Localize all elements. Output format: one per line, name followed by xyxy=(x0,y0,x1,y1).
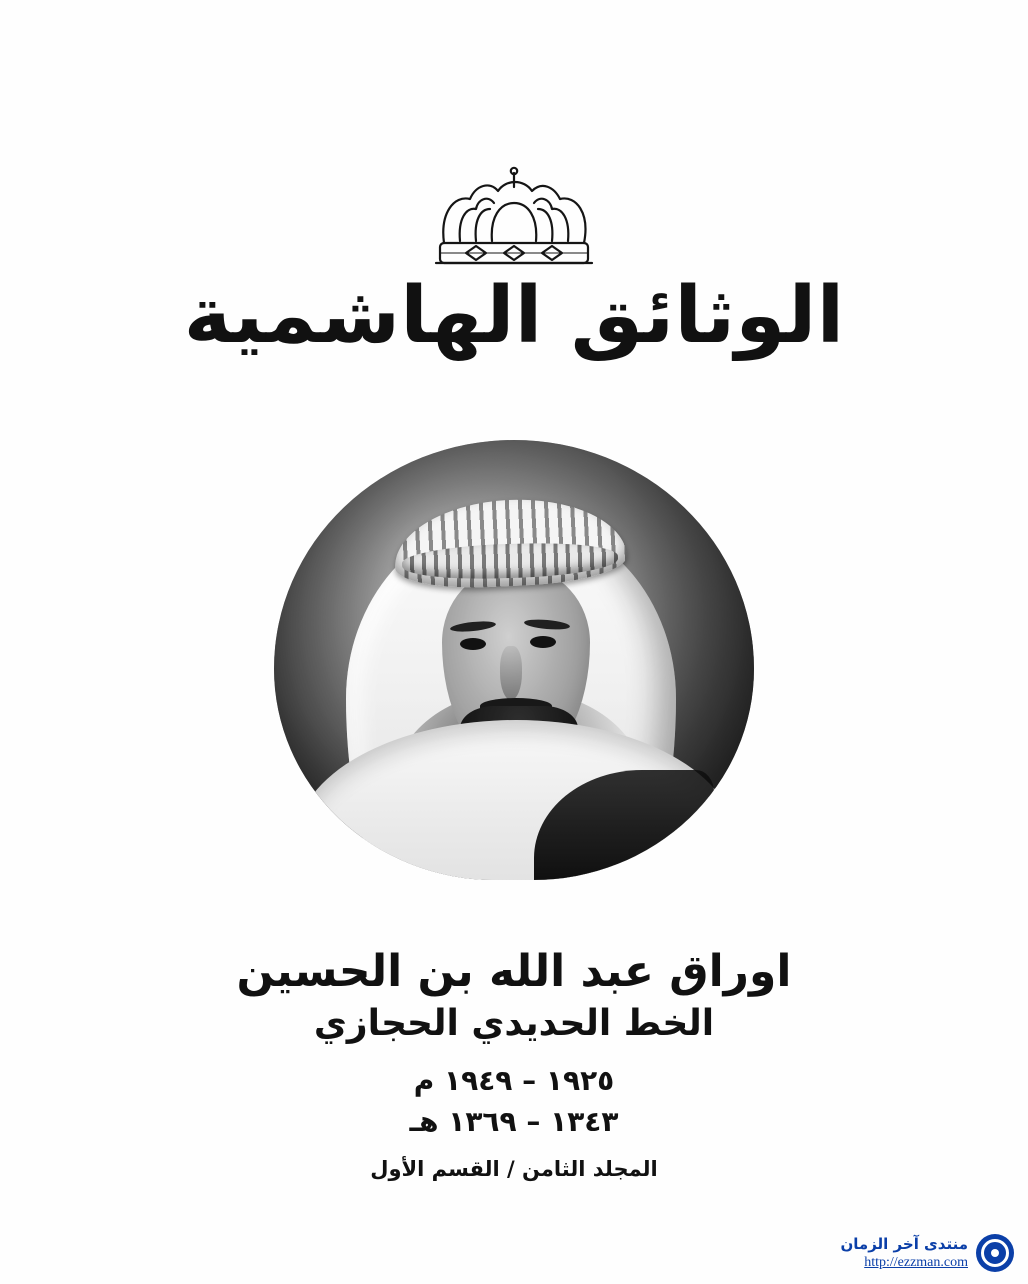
page-title: الوثائق الهاشمية xyxy=(183,271,845,361)
main-title-block xyxy=(0,272,1028,362)
eye-left xyxy=(460,638,486,650)
nose-shape xyxy=(500,646,522,700)
site-watermark[interactable] xyxy=(841,1234,1015,1272)
watermark-url[interactable]: http://ezzman.com xyxy=(864,1254,968,1270)
watermark-site-name: منتدى آخر الزمان xyxy=(840,1234,968,1253)
volume-part-label: المجلد الثامن / القسم الأول xyxy=(370,1156,658,1181)
eye-right xyxy=(530,636,556,648)
date-range-gregorian: ١٩٢٥ – ١٩٤٩ م xyxy=(413,1064,615,1098)
subtitle-line-1: اوراق عبد الله بن الحسين xyxy=(236,946,792,997)
date-range-hijri: ١٣٤٣ – ١٣٦٩ هـ xyxy=(409,1105,619,1139)
circle-logo-icon xyxy=(976,1234,1014,1272)
portrait-figure xyxy=(0,440,1028,880)
hashemite-crown-emblem xyxy=(0,165,1028,275)
subtitle-line-2: الخط الحديدي الحجازي xyxy=(313,1002,715,1044)
subtitle-block xyxy=(0,945,1028,1181)
crown-icon xyxy=(414,165,614,275)
portrait-photo xyxy=(274,440,754,880)
